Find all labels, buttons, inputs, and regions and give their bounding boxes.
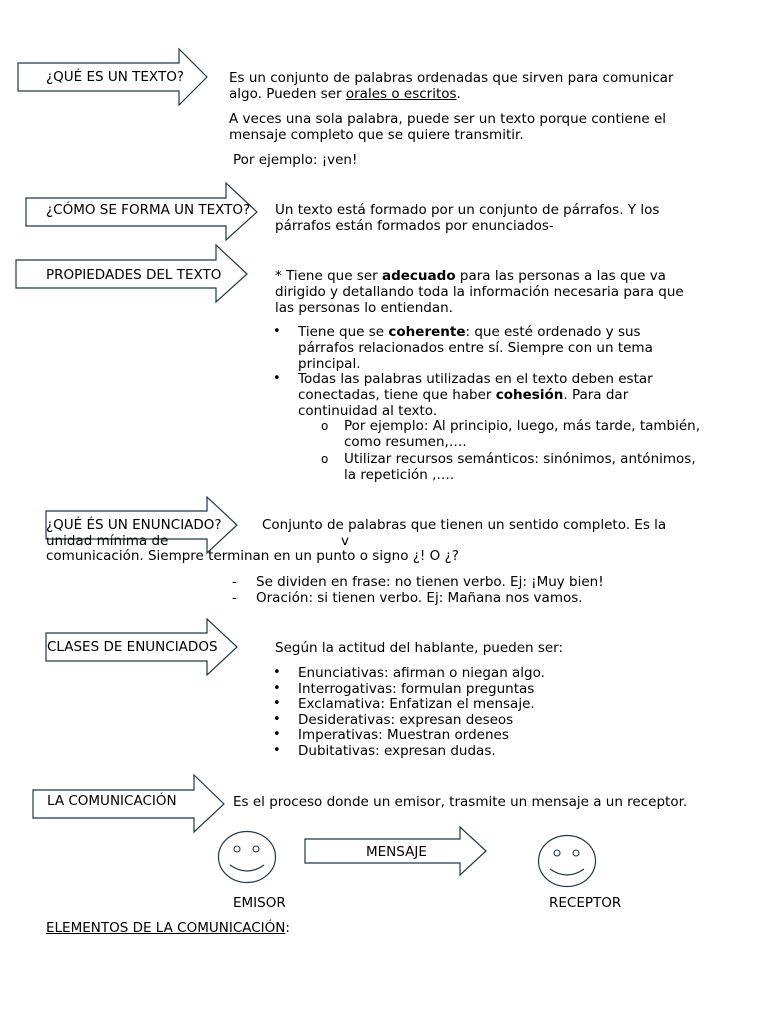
arrow-label: LA COMUNICACIÓN	[47, 793, 177, 809]
text-line: párrafos están formados por enunciados-	[275, 218, 554, 234]
text-line	[298, 324, 641, 340]
sub-bullet-icon: o	[321, 452, 329, 466]
text-line: Conjunto de palabras que tienen un sentido completo. Es la	[262, 517, 667, 533]
text-fragment: para las personas a las que va	[455, 268, 666, 284]
emisor-face-icon	[216, 830, 278, 886]
text-line: la repetición ,….	[344, 467, 455, 483]
text-fragment: conectadas, tiene que haber	[298, 387, 496, 403]
text-fragment: .	[456, 86, 461, 102]
bullet-icon: •	[273, 743, 281, 758]
receptor-face-icon	[536, 834, 598, 890]
arrow-la-comunicacion	[33, 775, 225, 833]
text-line: Oración: si tienen verbo. Ej: Mañana nos vamos.	[256, 590, 583, 606]
text-fragment: :	[285, 920, 290, 936]
arrow-como-se-forma	[26, 183, 258, 241]
text-line: las personas lo entiendan.	[275, 300, 453, 316]
emisor-label: EMISOR	[233, 895, 286, 911]
text-fragment: : que esté ordenado y sus	[465, 324, 641, 340]
underlined-text: orales o escritos	[345, 86, 457, 102]
bullet-icon: •	[273, 681, 281, 696]
arrow-label: ¿QUÉ ÉS UN ENUNCIADO?	[46, 517, 222, 533]
text-line	[229, 86, 461, 102]
arrow-label: ¿CÓMO SE FORMA UN TEXTO?	[46, 202, 251, 218]
sub-bullet-icon: o	[321, 419, 329, 433]
arrow-mensaje	[305, 827, 487, 877]
text-fragment: . Para dar	[563, 387, 629, 403]
text-line: unidad mínima de	[46, 533, 169, 549]
arrow-que-es-un-texto	[18, 49, 208, 106]
text-line: Según la actitud del hablante, pueden ser:	[275, 640, 564, 656]
bullet-icon: •	[273, 727, 281, 742]
section-heading	[46, 920, 290, 936]
arrow-label: PROPIEDADES DEL TEXTO	[46, 267, 222, 283]
text-fragment: * Tiene que ser	[275, 268, 382, 284]
list-item: Desiderativas: expresan deseos	[298, 712, 514, 728]
arrow-label: MENSAJE	[366, 844, 427, 860]
text-line: Se dividen en frase: no tienen verbo. Ej: ¡Muy bien!	[256, 574, 604, 590]
text-line: Por ejemplo: ¡ven!	[233, 152, 358, 168]
dash-bullet: -	[232, 574, 237, 590]
bullet-icon: •	[273, 712, 281, 727]
underlined-text: ELEMENTOS DE LA COMUNICACIÓN	[46, 920, 286, 936]
text-line: Es el proceso donde un emisor, trasmite un mensaje a un receptor.	[233, 794, 688, 810]
text-line: párrafos relacionados entre sí. Siempre con un tema	[298, 340, 653, 356]
list-item: Exclamativa: Enfatizan el mensaje.	[298, 696, 535, 712]
bullet-icon: •	[273, 324, 281, 339]
arrow-clases-enunciados	[46, 619, 238, 676]
text-line: A veces una sola palabra, puede ser un texto porque contiene el	[229, 111, 667, 127]
text-fragment: Tiene que se	[298, 324, 389, 340]
list-item: Dubitativas: expresan dudas.	[298, 743, 496, 759]
text-line: Por ejemplo: Al principio, luego, más tarde, también,	[344, 418, 701, 434]
list-item: Interrogativas: formulan preguntas	[298, 681, 535, 697]
receptor-label: RECEPTOR	[549, 895, 622, 911]
text-fragment: v	[341, 533, 349, 549]
text-line: Un texto está formado por un conjunto de párrafos. Y los	[275, 202, 660, 218]
text-line: como resumen,….	[344, 434, 467, 450]
text-line: mensaje completo que se quiere transmitir.	[229, 127, 524, 143]
list-item: Enunciativas: afirman o niegan algo.	[298, 665, 545, 681]
arrow-propiedades	[16, 245, 248, 303]
text-line: Todas las palabras utilizadas en el texto deben estar	[298, 371, 653, 387]
text-line: Es un conjunto de palabras ordenadas que sirven para comunicar	[229, 70, 674, 86]
text-line: comunicación. Siempre terminan en un punto o signo ¿! O ¿?	[46, 548, 459, 564]
bold-term: coherente	[388, 324, 466, 340]
text-line	[275, 268, 666, 284]
bullet-icon: •	[273, 665, 281, 680]
arrow-label: ¿QUÉ ES UN TEXTO?	[46, 69, 184, 85]
bullet-icon: •	[273, 696, 281, 711]
dash-bullet: -	[232, 590, 237, 606]
bold-term: cohesión	[495, 387, 564, 403]
text-line	[298, 387, 628, 403]
text-fragment: algo. Pueden ser	[229, 86, 346, 102]
text-line: principal.	[298, 356, 361, 372]
bold-term: adecuado	[382, 268, 456, 284]
list-item: Imperativas: Muestran ordenes	[298, 727, 509, 743]
text-line: continuidad al texto.	[298, 403, 438, 419]
bullet-icon: •	[273, 371, 281, 386]
text-line: dirigido y detallando toda la información necesaria para que	[275, 284, 684, 300]
text-line: Utilizar recursos semánticos: sinónimos, antónimos,	[344, 451, 696, 467]
arrow-label: CLASES DE ENUNCIADOS	[47, 639, 218, 655]
